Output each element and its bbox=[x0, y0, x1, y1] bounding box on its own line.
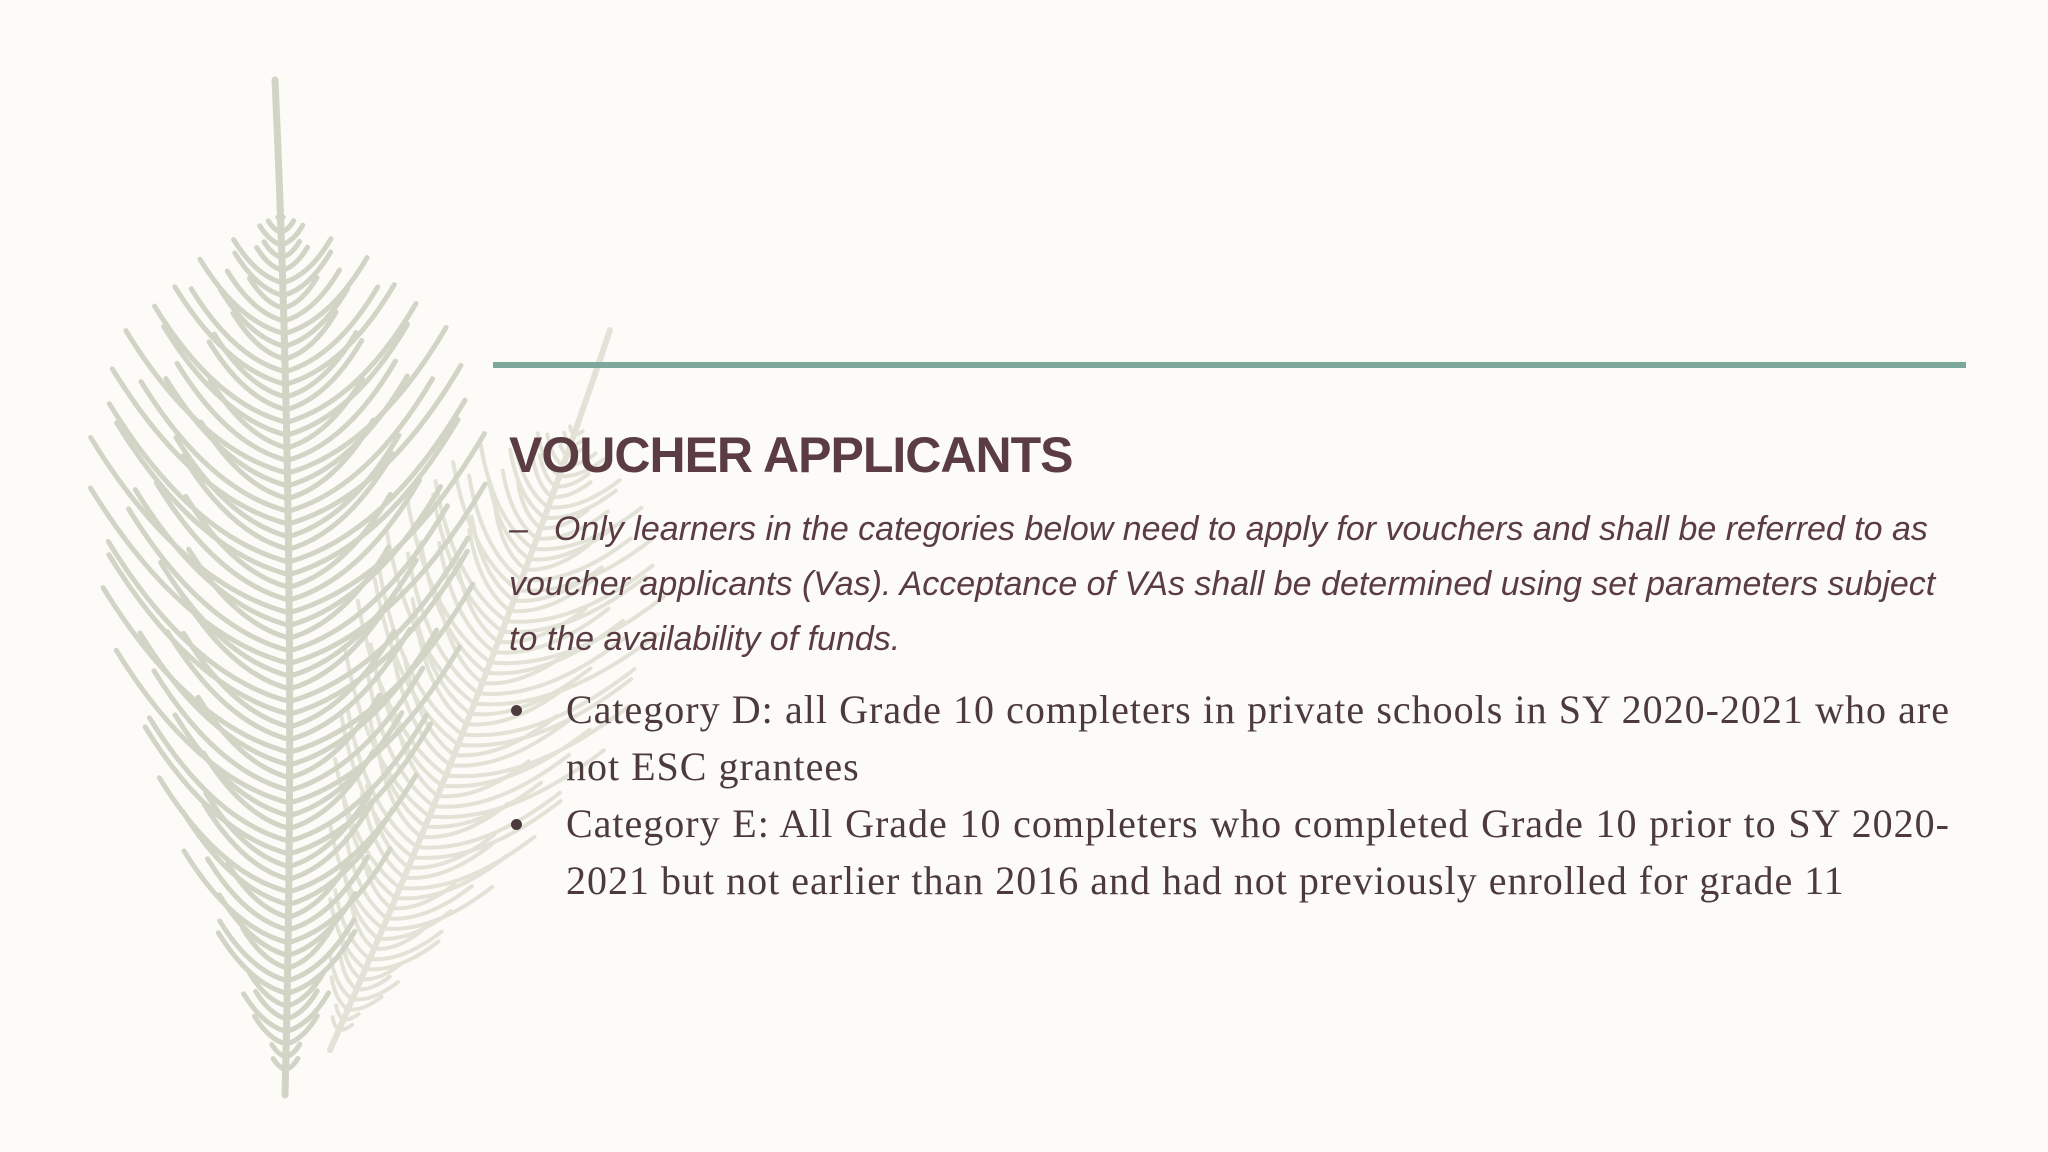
bullet-icon bbox=[511, 819, 522, 830]
list-item-category-e bbox=[509, 795, 1950, 909]
intro-dash-marker: – bbox=[509, 510, 528, 548]
category-list bbox=[509, 681, 1950, 909]
slide-content bbox=[509, 420, 1950, 909]
intro-paragraph bbox=[509, 502, 1950, 667]
bullet-text: Category D: all Grade 10 completers in private schools in SY 2020-2021 who are not ESC grantees bbox=[566, 687, 1950, 789]
slide-title: VOUCHER APPLICANTS bbox=[509, 427, 1073, 483]
bullet-icon bbox=[511, 705, 522, 716]
title-divider-line bbox=[493, 362, 1966, 368]
bullet-text: Category E: All Grade 10 completers who completed Grade 10 prior to SY 2020-2021 but not earlier than 2016 and had not previously enrolled for grade 11 bbox=[566, 801, 1950, 903]
intro-text: Only learners in the categories below need to apply for vouchers and shall be referred to as voucher applicants (Vas). Acceptance of VAs shall be determined using set parameters subject to the availability of funds. bbox=[509, 510, 1936, 658]
list-item-category-d bbox=[509, 681, 1950, 795]
